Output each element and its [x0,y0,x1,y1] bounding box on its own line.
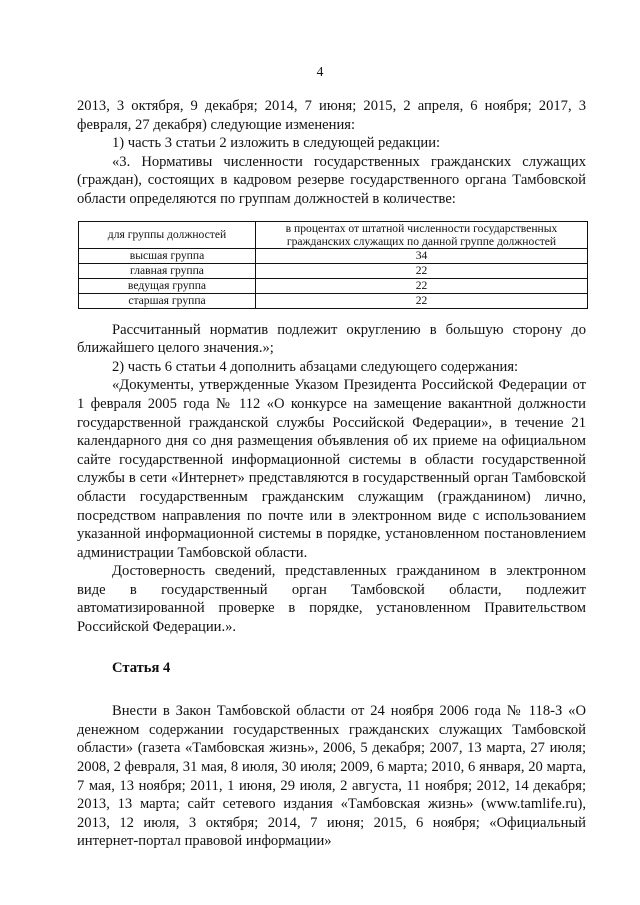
table-row [79,248,588,263]
page-number: 4 [316,64,324,79]
table-cell-group: высшая группа [79,248,256,263]
table-cell-group: ведущая группа [79,278,256,293]
paragraph-item-1: 1) часть 3 статьи 2 изложить в следующей редакции: [112,135,441,152]
table-header-group: для группы должностей [79,221,256,248]
table-cell-value: 22 [256,278,588,293]
paragraph-documents: «Документы, утвержденные Указом Президента Российской Федерации от 1 февраля 2005 года № 112 «О конкурсе на замещение вакантной должности государственной гражданской службы Российской Федерации», в течение 21 календарного дня со дня размещения объявления об их приеме на официальном сайте государственной информационной системы в области государственной службы в сети «Интернет» представляются в государственный орган Тамбовской области государственным гражданским служащим (гражданином) лично, посредством направления по почте или в электронном виде с использованием указанной информационной системы в порядке, установленном постановлением администрации Тамбовской области. [77,377,586,561]
table-row [79,293,588,308]
table-cell-value: 34 [256,248,588,263]
paragraph-rounding: Рассчитанный норматив подлежит округлению в большую сторону до ближайшего целого значения.»; [77,321,586,357]
table-cell-value: 22 [256,293,588,308]
paragraph-norms-intro: «3. Нормативы численности государственных гражданских служащих (граждан), состоящих в кадровом резерве государственного органа Тамбовской области определяются по группам должностей в количестве: [77,153,586,207]
table-header-row [79,221,588,248]
table-cell-value: 22 [256,263,588,278]
table-cell-group: старшая группа [79,293,256,308]
document-body [77,97,586,851]
paragraph-article-4: Внести в Закон Тамбовской области от 24 ноября 2006 года № 118-З «О денежном содержании государственных гражданских служащих Тамбовской области» (газета «Тамбовская жизнь», 2006, 5 декабря; 2007, 13 марта, 27 июля; 2008, 2 февраля, 31 мая, 8 июля, 30 июля; 2009, 6 марта; 2010, 6 января, 20 марта, 7 мая, 13 ноября; 2011, 1 июня, 29 июля, 2 августа, 11 ноября; 2012, 14 декабря; 2013, 13 марта; сайт сетевого издания «Тамбовская жизнь» (www.tamlife.ru), 2013, 12 июля, 3 октября; 2014, 7 июня; 2015, 6 ноября; «Официальный интернет-портал правовой информации» [77,703,586,850]
table-header-percent: в процентах от штатной численности государственных гражданских служащих по данной группе должностей [256,221,588,248]
table-cell-group: главная группа [79,263,256,278]
paragraph-dates-continuation: 2013, 3 октября, 9 декабря; 2014, 7 июня; 2015, 2 апреля, 6 ноября; 2017, 3 февраля, 27 декабря) следующие изменения: [77,98,586,133]
paragraph-reliability: Достоверность сведений, представленных гражданином в электронном виде в государственный орган Тамбовской области, подлежит автоматизированной проверке в порядке, установленном Правительством Российской Федерации.». [77,563,586,636]
table-row [79,263,588,278]
norms-table [78,221,588,309]
table-row [79,278,588,293]
paragraph-item-2: 2) часть 6 статьи 4 дополнить абзацами следующего содержания: [112,358,519,375]
article-heading: Статья 4 [112,659,171,676]
